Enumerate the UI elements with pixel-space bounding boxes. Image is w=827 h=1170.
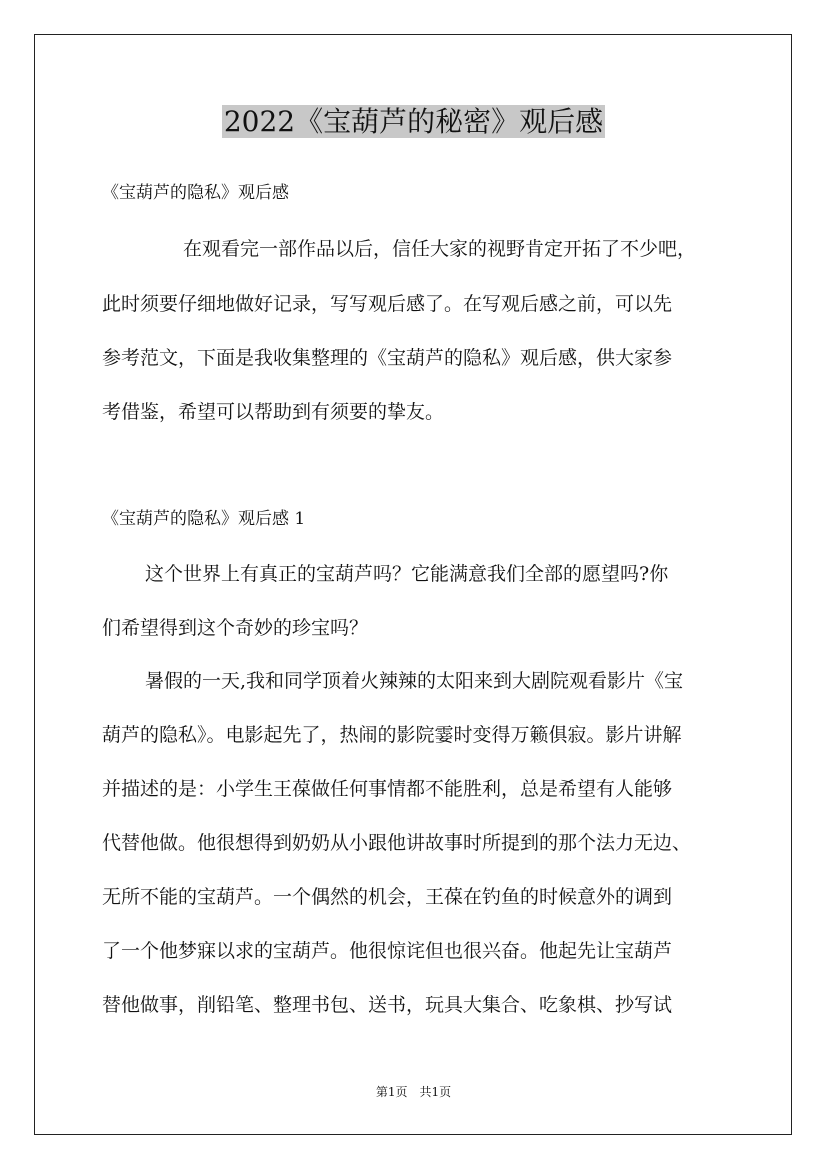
paragraph-line: 们希望得到这个奇妙的珍宝吗？: [102, 617, 369, 639]
paragraph-line: 暑假的一天,我和同学顶着火辣辣的太阳来到大剧院观看影片《宝: [145, 670, 684, 692]
intro-heading: 《宝葫芦的隐私》观后感: [102, 183, 289, 203]
intro-line: 考借鉴，希望可以帮助到有须要的挚友。: [102, 401, 445, 423]
paragraph-line: 了一个他梦寐以求的宝葫芦。他很惊诧但也很兴奋。他起先让宝葫芦: [102, 940, 673, 962]
paragraph-line: 葫芦的隐私》。电影起先了，热闹的影院霎时变得万籁俱寂。影片讲解: [102, 724, 682, 746]
paragraph-line: 这个世界上有真正的宝葫芦吗？它能满意我们全部的愿望吗?你: [145, 563, 669, 585]
paragraph-line: 无所不能的宝葫芦。一个偶然的机会，王葆在钓鱼的时候意外的调到: [102, 886, 673, 908]
paragraph-line: 并描述的是：小学生王葆做任何事情都不能胜利，总是希望有人能够: [102, 778, 673, 800]
intro-line: 此时须要仔细地做好记录，写写观后感了。在写观后感之前，可以先: [102, 293, 673, 315]
intro-line: 在观看完一部作品以后，信任大家的视野肯定开拓了不少吧，: [183, 238, 697, 260]
document-title-text: 2022《宝葫芦的秘密》观后感: [223, 105, 604, 138]
section-heading: 《宝葫芦的隐私》观后感 1: [102, 509, 306, 529]
paragraph-line: 代替他做。他很想得到奶奶从小跟他讲故事时所提到的那个法力无边、: [102, 832, 692, 854]
intro-line: 参考范文，下面是我收集整理的《宝葫芦的隐私》观后感，供大家参: [102, 347, 673, 369]
paragraph-line: 替他做事，削铅笔、整理书包、送书，玩具大集合、吃象棋、抄写试: [102, 994, 673, 1016]
page-number-footer: 第1页 共1页: [375, 1085, 452, 1099]
document-title: [0, 100, 827, 144]
